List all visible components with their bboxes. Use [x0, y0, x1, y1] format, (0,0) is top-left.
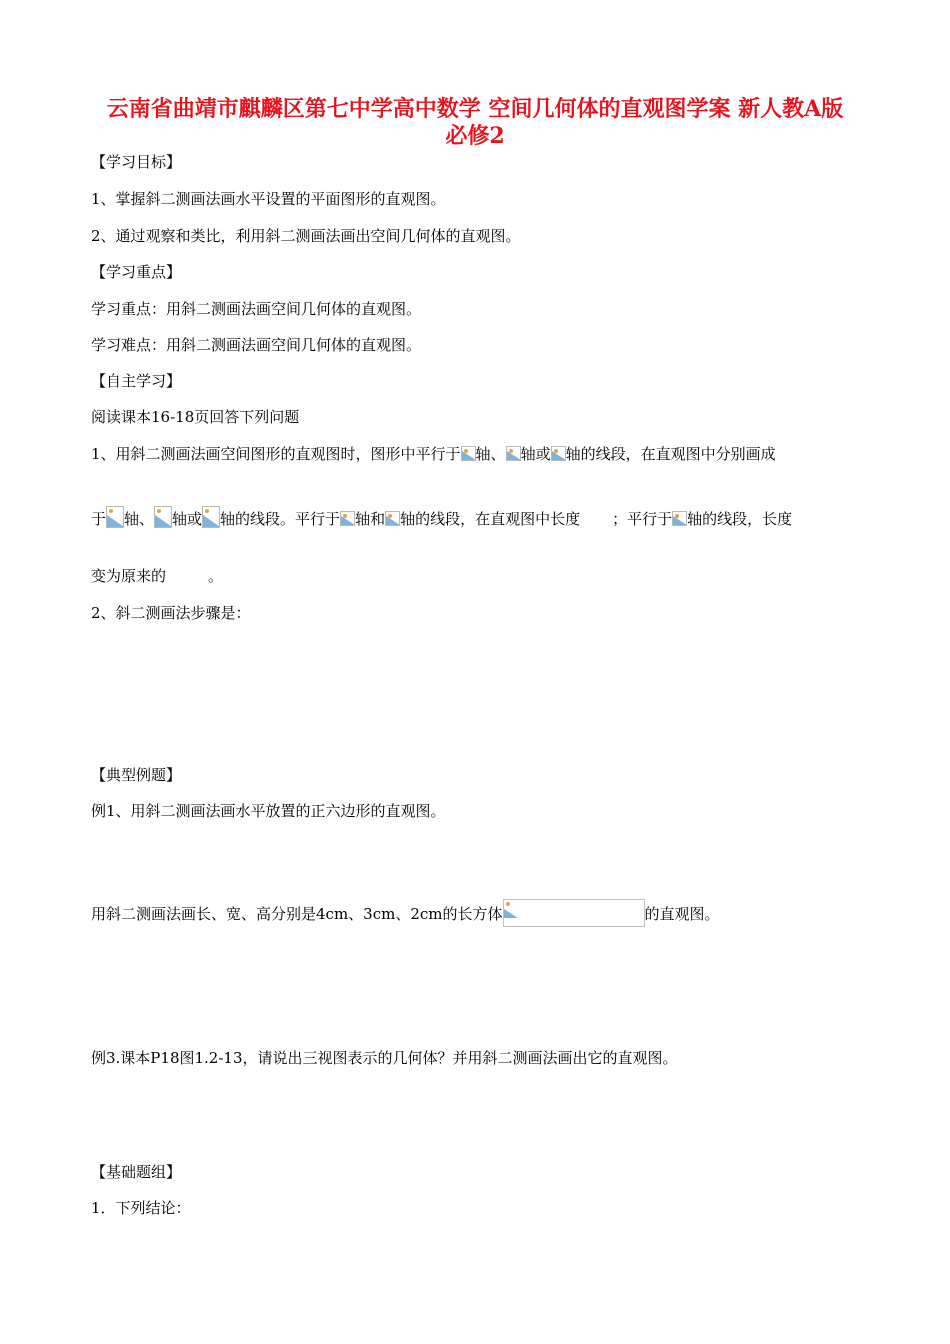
image-placeholder-icon [506, 446, 521, 461]
question-1-line-1: 1、用斜二测画法画空间图形的直观图时，图形中平行于 轴、 轴或 轴的线段，在直观图中分别画成 [91, 445, 776, 463]
title-line-2: 必修2 [445, 123, 505, 149]
question-2: 2、斜二测画法步骤是： [91, 604, 251, 622]
basic-heading: 【基础题组】 [91, 1163, 182, 1181]
image-placeholder-icon [672, 511, 687, 526]
focus-key: 学习重点：用斜二测画法画空间几何体的直观图。 [91, 300, 422, 318]
image-placeholder-icon [202, 506, 220, 528]
focus-difficulty: 学习难点：用斜二测画法画空间几何体的直观图。 [91, 336, 422, 354]
question-1-line-3: 变为原来的 。 [91, 567, 224, 585]
self-study-intro: 阅读课本16-18页回答下列问题 [91, 408, 300, 426]
basic-item-1: 1．下列结论： [91, 1199, 191, 1217]
goals-heading: 【学习目标】 [91, 153, 182, 171]
image-placeholder-icon [385, 511, 400, 526]
image-placeholder-icon [461, 446, 476, 461]
document-title [60, 96, 890, 150]
examples-heading: 【典型例题】 [91, 766, 182, 784]
image-placeholder-icon [504, 900, 522, 918]
image-placeholder-icon [340, 511, 355, 526]
goals-item-1: 1、掌握斜二测画法画水平设置的平面图形的直观图。 [91, 190, 446, 208]
image-placeholder-icon [154, 506, 172, 528]
image-placeholder-box [503, 899, 645, 927]
self-study-heading: 【自主学习】 [91, 372, 182, 390]
example-3: 例3.课本P18图1.2-13，请说出三视图表示的几何体？并用斜二测画法画出它的直观图。 [91, 1049, 678, 1067]
question-1-line-2: 于 轴、 轴或 轴的线段。平行于 轴和 轴的线段，在直观图中长度 ；平行于 轴的线段，长度 [91, 506, 792, 529]
focus-heading: 【学习重点】 [91, 263, 182, 281]
goals-item-2: 2、通过观察和类比，利用斜二测画法画出空间几何体的直观图。 [91, 227, 521, 245]
image-placeholder-icon [551, 446, 566, 461]
image-placeholder-icon [106, 506, 124, 528]
title-line-1: 云南省曲靖市麒麟区第七中学高中数学 空间几何体的直观图学案 新人教A版 [106, 96, 844, 122]
example-1: 例1、用斜二测画法画水平放置的正六边形的直观图。 [91, 802, 446, 820]
example-2: 用斜二测画法画长、宽、高分别是4cm、3cm、2cm的长方体 的直观图。 [91, 899, 720, 927]
